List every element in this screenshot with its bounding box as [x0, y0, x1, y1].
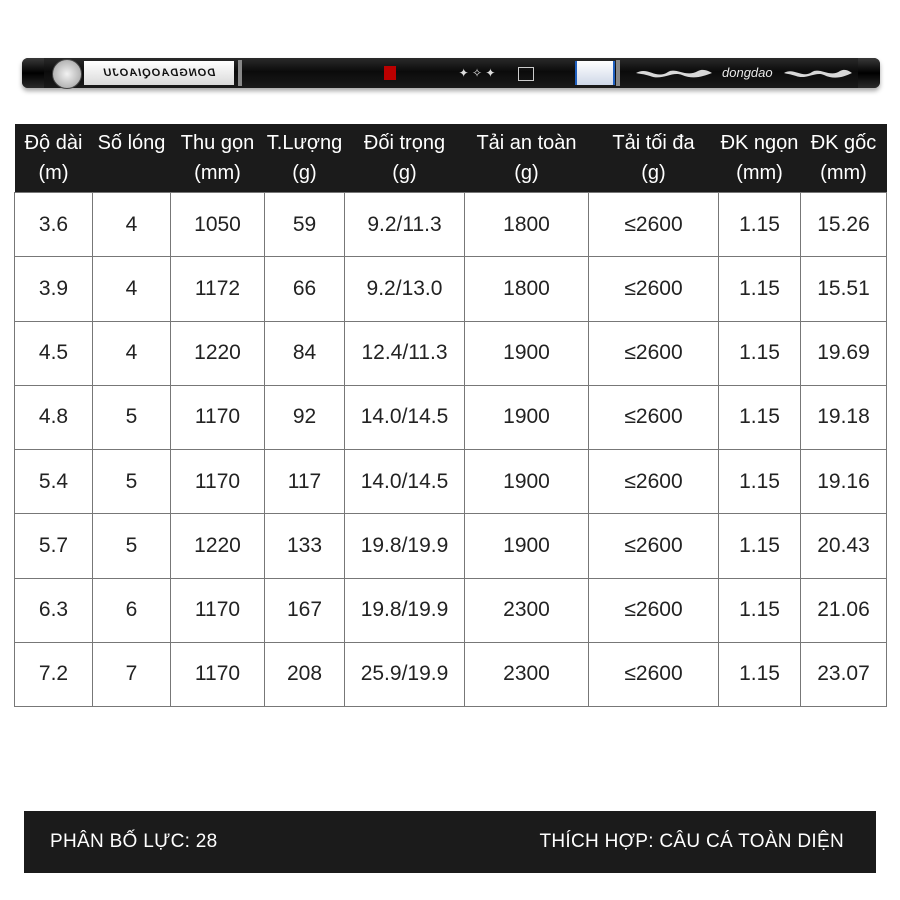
table-cell: 12.4/11.3: [345, 321, 465, 385]
table-cell: 19.8/19.9: [345, 514, 465, 578]
table-cell: 1800: [465, 193, 589, 257]
table-cell: ≤2600: [589, 193, 719, 257]
table-cell: 4: [93, 193, 171, 257]
header-tip-diameter: ĐK ngọn (mm): [719, 124, 801, 193]
table-cell: 1050: [171, 193, 265, 257]
table-cell: 92: [265, 385, 345, 449]
table-cell: 6.3: [15, 578, 93, 642]
table-cell: 14.0/14.5: [345, 385, 465, 449]
table-cell: 84: [265, 321, 345, 385]
table-cell: ≤2600: [589, 578, 719, 642]
table-cell: 1.15: [719, 257, 801, 321]
spec-table: [14, 124, 887, 707]
table-cell: 1220: [171, 514, 265, 578]
table-row: [15, 514, 887, 578]
table-cell: 4: [93, 257, 171, 321]
rod-label-text: DONGDAOQIAOJU: [102, 67, 216, 79]
rod-small-mark: [518, 67, 534, 81]
table-cell: 2300: [465, 642, 589, 706]
table-cell: 1.15: [719, 514, 801, 578]
table-cell: 6: [93, 578, 171, 642]
rod-ring: [238, 60, 242, 86]
table-cell: 15.26: [801, 193, 887, 257]
tiger-emblem-icon: [52, 59, 82, 89]
table-cell: 25.9/19.9: [345, 642, 465, 706]
table-cell: 19.8/19.9: [345, 578, 465, 642]
table-cell: ≤2600: [589, 321, 719, 385]
table-cell: 3.6: [15, 193, 93, 257]
rod-tip-cap: [22, 58, 44, 88]
header-weight: T.Lượng (g): [265, 124, 345, 193]
table-cell: 9.2/13.0: [345, 257, 465, 321]
table-cell: ≤2600: [589, 385, 719, 449]
table-cell: 1170: [171, 450, 265, 514]
table-cell: 167: [265, 578, 345, 642]
table-cell: 1170: [171, 578, 265, 642]
table-cell: 15.51: [801, 257, 887, 321]
table-row: [15, 257, 887, 321]
table-cell: 1.15: [719, 450, 801, 514]
table-cell: 5: [93, 514, 171, 578]
table-cell: ≤2600: [589, 514, 719, 578]
table-row: [15, 578, 887, 642]
header-length: Độ dài (m): [15, 124, 93, 193]
table-cell: 7.2: [15, 642, 93, 706]
table-cell: 1170: [171, 385, 265, 449]
header-balance: Đối trọng (g): [345, 124, 465, 193]
table-cell: 1170: [171, 642, 265, 706]
flame-decoration-icon: [634, 64, 714, 82]
table-cell: 1900: [465, 514, 589, 578]
table-cell: 117: [265, 450, 345, 514]
table-cell: 7: [93, 642, 171, 706]
table-cell: 133: [265, 514, 345, 578]
footer-power-rating: PHÂN BỐ LỰC: 28: [50, 831, 218, 852]
table-cell: 208: [265, 642, 345, 706]
table-cell: 1900: [465, 385, 589, 449]
table-cell: 3.9: [15, 257, 93, 321]
table-cell: 19.16: [801, 450, 887, 514]
rod-butt-cap: [858, 58, 880, 88]
table-cell: 1172: [171, 257, 265, 321]
table-cell: 1.15: [719, 385, 801, 449]
table-cell: 23.07: [801, 642, 887, 706]
table-row: [15, 450, 887, 514]
table-row: [15, 385, 887, 449]
table-cell: 5.4: [15, 450, 93, 514]
table-cell: 4: [93, 321, 171, 385]
table-cell: 59: [265, 193, 345, 257]
table-cell: ≤2600: [589, 257, 719, 321]
table-cell: 66: [265, 257, 345, 321]
table-cell: 1.15: [719, 578, 801, 642]
table-cell: 1.15: [719, 642, 801, 706]
footer-suitability: THÍCH HỢP: CÂU CÁ TOÀN DIỆN: [539, 831, 844, 852]
table-cell: 1.15: [719, 193, 801, 257]
header-closed-length: Thu gọn (mm): [171, 124, 265, 193]
table-cell: 1220: [171, 321, 265, 385]
header-sections: Số lóng: [93, 124, 171, 193]
rod-label-white: [84, 61, 234, 85]
table-header-row: [15, 124, 887, 193]
header-safe-load: Tải an toàn (g): [465, 124, 589, 193]
rod-red-mark: [384, 66, 396, 80]
table-cell: 14.0/14.5: [345, 450, 465, 514]
table-cell: 2300: [465, 578, 589, 642]
table-cell: 19.18: [801, 385, 887, 449]
table-cell: 5: [93, 450, 171, 514]
table-cell: 1800: [465, 257, 589, 321]
table-cell: 4.5: [15, 321, 93, 385]
table-cell: 4.8: [15, 385, 93, 449]
rod-brand-text: dongdao: [722, 65, 773, 80]
table-cell: 9.2/11.3: [345, 193, 465, 257]
fishing-rod-banner: [22, 58, 880, 88]
rod-calligraphy-seal: ✦ ✧ ✦: [458, 66, 496, 80]
rod-ring: [616, 60, 620, 86]
flame-decoration-icon: [782, 64, 854, 82]
table-row: [15, 193, 887, 257]
table-row: [15, 642, 887, 706]
header-max-load: Tải tối đa (g): [589, 124, 719, 193]
table-cell: 1900: [465, 321, 589, 385]
table-cell: 19.69: [801, 321, 887, 385]
table-cell: ≤2600: [589, 642, 719, 706]
table-cell: 1.15: [719, 321, 801, 385]
header-butt-diameter: ĐK gốc (mm): [801, 124, 887, 193]
rod-blue-band: [575, 61, 615, 85]
table-body: [15, 193, 887, 707]
table-cell: 5: [93, 385, 171, 449]
table-cell: 5.7: [15, 514, 93, 578]
table-cell: ≤2600: [589, 450, 719, 514]
table-cell: 21.06: [801, 578, 887, 642]
table-row: [15, 321, 887, 385]
footer-bar: [24, 811, 876, 873]
table-cell: 1900: [465, 450, 589, 514]
table-cell: 20.43: [801, 514, 887, 578]
